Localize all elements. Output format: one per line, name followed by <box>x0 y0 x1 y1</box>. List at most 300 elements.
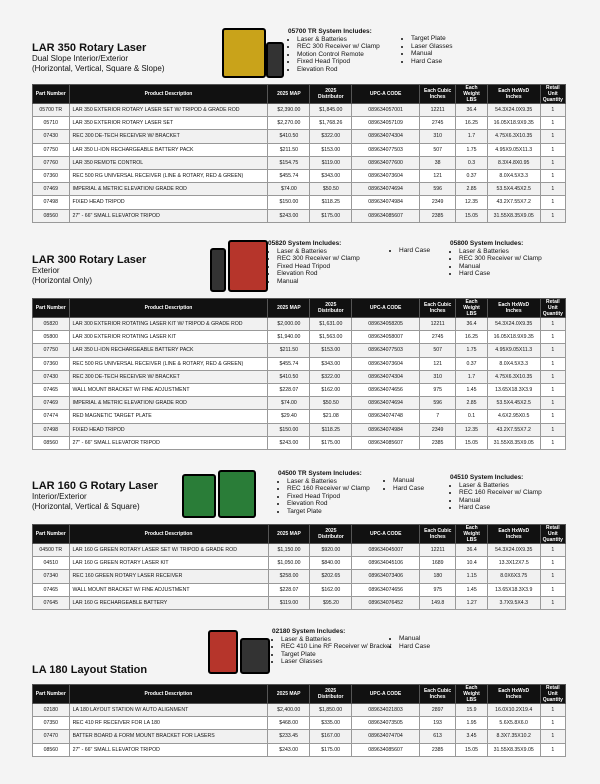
table-row <box>33 370 566 383</box>
table-cell: $920.00 <box>310 544 352 557</box>
table-cell: 1 <box>540 436 565 449</box>
table-row <box>33 436 566 449</box>
include-item: • Laser & Batteries <box>277 248 360 256</box>
includes-list <box>272 636 392 666</box>
column-header: 2025 MAP <box>268 685 310 704</box>
table-cell: REC 160 GREEN ROTARY LASER RECEIVER <box>69 570 268 583</box>
table-cell: $175.00 <box>310 743 352 756</box>
table-cell: 089634074656 <box>352 583 420 596</box>
table-cell: $410.50 <box>268 130 310 143</box>
table-row <box>33 704 566 717</box>
table-row <box>33 397 566 410</box>
section-la180 <box>32 628 566 753</box>
section-title: LAR 350 Rotary Laser <box>32 42 147 54</box>
table-cell: 1 <box>540 570 565 583</box>
includes-list <box>288 36 380 74</box>
table-row <box>33 544 566 557</box>
column-header: Each HxWxD Inches <box>487 685 540 704</box>
table-cell: 089634058007 <box>352 331 420 344</box>
include-item: • Target Plate <box>281 651 392 659</box>
table-cell: $211.50 <box>268 143 310 156</box>
include-item: • Hard Case <box>399 643 430 651</box>
table-cell: 089634074656 <box>352 383 420 396</box>
table-cell: $119.00 <box>268 596 310 609</box>
includes-title: 05700 TR System Includes: <box>288 28 372 35</box>
table-cell: 8.3X7.35X10.2 <box>487 730 540 743</box>
table-cell: REC 410 RF RECEIVER FOR LA 180 <box>69 717 268 730</box>
table-cell: 1 <box>540 557 565 570</box>
table-cell: 1 <box>540 544 565 557</box>
table-cell: $1,845.00 <box>310 104 352 117</box>
table-cell: 1 <box>540 183 565 196</box>
table-cell: 089634076452 <box>352 596 420 609</box>
table-row <box>33 383 566 396</box>
table-cell: $322.00 <box>310 370 352 383</box>
column-header: 2025 Distributor <box>310 299 352 318</box>
table-cell: $258.00 <box>268 570 310 583</box>
table-cell: 31.55X8.35X9.05 <box>487 743 540 756</box>
section-title: LAR 160 G Rotary Laser <box>32 480 158 492</box>
table-cell: $119.00 <box>310 156 352 169</box>
table-row <box>33 423 566 436</box>
table-cell: $322.00 <box>310 130 352 143</box>
include-item: • Hard Case <box>399 247 430 255</box>
table-cell: 08560 <box>33 436 70 449</box>
product-table <box>32 84 566 223</box>
table-cell: 0.37 <box>456 357 487 370</box>
table-cell: 089634077503 <box>352 143 420 156</box>
table-cell: $243.00 <box>268 436 310 449</box>
table-cell: 07469 <box>33 183 70 196</box>
system-includes-2 <box>450 240 542 278</box>
table-cell: $1,150.00 <box>268 544 310 557</box>
table-cell: 089634073604 <box>352 357 420 370</box>
table-cell: LA 180 LAYOUT STATION W/ AUTO ALIGNMENT <box>69 704 268 717</box>
table-cell: 07360 <box>33 357 70 370</box>
include-item: • Fixed Head Tripod <box>297 58 380 66</box>
table-row <box>33 410 566 423</box>
table-cell: 43.2X7.55X7.2 <box>487 423 540 436</box>
table-cell: 089634085607 <box>352 743 420 756</box>
table-row <box>33 357 566 370</box>
table-cell: 10.4 <box>456 557 487 570</box>
include-item: • Laser & Batteries <box>459 248 542 256</box>
include-item: • REC 300 Receiver w/ Clamp <box>277 255 360 263</box>
table-cell: $2,390.00 <box>268 104 310 117</box>
column-header: Retail Unit Quantity <box>540 525 565 544</box>
include-item: • Elevation Rod <box>287 500 370 508</box>
table-cell: $167.00 <box>310 730 352 743</box>
includes-list <box>384 477 424 492</box>
table-cell: 089634057109 <box>352 117 420 130</box>
table-cell: 089634074694 <box>352 397 420 410</box>
table-cell: $50.50 <box>310 397 352 410</box>
system-includes <box>288 28 380 73</box>
table-cell: 310 <box>419 130 455 143</box>
column-header: Each HxWxD Inches <box>487 525 540 544</box>
system-includes-2 <box>450 474 542 512</box>
table-cell: $1,940.00 <box>268 331 310 344</box>
section-lar300 <box>32 240 566 446</box>
table-cell: 2385 <box>419 436 455 449</box>
include-item: • Manual <box>277 278 360 286</box>
table-cell: $153.00 <box>310 344 352 357</box>
column-header: 2025 Distributor <box>310 85 352 104</box>
table-header-row <box>33 525 566 544</box>
table-cell: 16.0X10.2X19.4 <box>487 704 540 717</box>
include-item: • REC 410 Line RF Receiver w/ Bracket <box>281 643 392 651</box>
table-cell: 08560 <box>33 743 70 756</box>
table-header-row <box>33 685 566 704</box>
include-item: • REC 160 Receiver w/ Clamp <box>459 489 542 497</box>
column-header: Each Cubic Inches <box>420 525 456 544</box>
table-cell: 8.3X4.8X0.95 <box>487 156 540 169</box>
includes-list <box>268 248 360 286</box>
column-header: Product Description <box>69 685 268 704</box>
table-cell: 07360 <box>33 169 70 182</box>
includes-list <box>450 248 542 278</box>
table-cell: 193 <box>419 717 455 730</box>
section-title: LA 180 Layout Station <box>32 664 148 676</box>
table-cell: $162.00 <box>310 583 352 596</box>
table-cell: $175.00 <box>310 436 352 449</box>
table-cell: REC 300 DE-TECH RECEIVER W/ BRACKET <box>69 130 268 143</box>
table-cell: 2.85 <box>456 397 487 410</box>
include-item: • Motion Control Remote <box>297 51 380 59</box>
table-cell: 149.8 <box>420 596 456 609</box>
table-cell: 7 <box>419 410 455 423</box>
table-row <box>33 557 566 570</box>
table-cell: IMPERIAL & METRIC ELEVATION/ GRADE ROD <box>69 183 268 196</box>
table-cell: 2349 <box>419 196 455 209</box>
section-subtitle: Interior/Exterior <box>32 492 87 501</box>
table-cell: LAR 300 EXTERIOR ROTATING LASER KIT <box>69 331 268 344</box>
table-cell: $1,850.00 <box>310 704 352 717</box>
table-cell: 121 <box>419 357 455 370</box>
table-cell: 1 <box>540 397 565 410</box>
lar160g-case-image <box>182 474 216 518</box>
table-cell: WALL MOUNT BRACKET W/ FINE ADJUSTMENT <box>69 583 268 596</box>
receiver-image <box>210 248 226 292</box>
system-includes <box>268 240 360 285</box>
column-header: UPC-A CODE <box>352 299 420 318</box>
include-item: • Manual <box>393 477 424 485</box>
table-cell: 1 <box>540 743 565 756</box>
include-item: • Fixed Head Tripod <box>287 493 370 501</box>
table-cell: 27" - 66" SMALL ELEVATOR TRIPOD <box>69 436 268 449</box>
table-cell: 07750 <box>33 344 70 357</box>
includes-list <box>390 635 430 650</box>
table-cell: $211.50 <box>268 344 310 357</box>
table-cell: 089634077600 <box>352 156 420 169</box>
lar160g-laser-image <box>218 470 256 518</box>
table-cell: 05820 <box>33 318 70 331</box>
section-subtitle: Dual Slope Interior/Exterior <box>32 54 129 63</box>
table-row <box>33 583 566 596</box>
table-cell: 1.7 <box>456 130 487 143</box>
table-cell: $468.00 <box>268 717 310 730</box>
table-cell: 310 <box>419 370 455 383</box>
table-cell: 1 <box>540 318 565 331</box>
table-cell: 07760 <box>33 156 70 169</box>
table-cell: REC 300 DE-TECH RECEIVER W/ BRACKET <box>69 370 268 383</box>
column-header: Each Weight LBS <box>456 685 487 704</box>
table-cell: 13.3X12X7.5 <box>487 557 540 570</box>
table-header-row <box>33 85 566 104</box>
table-cell: $150.00 <box>268 196 310 209</box>
table-cell: 1.45 <box>456 583 487 596</box>
table-cell: 07469 <box>33 397 70 410</box>
table-cell: 36.4 <box>456 544 487 557</box>
table-cell: 04500 TR <box>33 544 70 557</box>
table-cell: $233.45 <box>268 730 310 743</box>
table-cell: 13.65X18.3X3.9 <box>487 383 540 396</box>
table-cell: 089634057001 <box>352 104 420 117</box>
include-item: • Hard Case <box>411 58 453 66</box>
lar350-laser-image <box>222 28 266 78</box>
table-cell: BATTER BOARD & FORM MOUNT BRACKET FOR LASERS <box>69 730 268 743</box>
table-cell: LAR 300 EXTERIOR ROTATING LASER KIT W/ TRIPOD & GRADE ROD <box>69 318 268 331</box>
table-cell: 31.55X8.35X9.05 <box>487 436 540 449</box>
section-lar350 <box>32 28 566 219</box>
table-cell: 121 <box>419 169 455 182</box>
table-cell: 07430 <box>33 130 70 143</box>
table-cell: 53.5X4.45X2.5 <box>487 183 540 196</box>
product-table <box>32 524 566 610</box>
table-cell: 07645 <box>33 596 70 609</box>
section-title: LAR 300 Rotary Laser <box>32 254 147 266</box>
table-cell: LAR 350 REMOTE CONTROL <box>69 156 268 169</box>
table-cell: 1.75 <box>456 344 487 357</box>
column-header: Each Weight LBS <box>456 299 487 318</box>
table-cell: 07474 <box>33 410 70 423</box>
table-cell: 2897 <box>419 704 455 717</box>
table-cell: 089634085607 <box>352 436 420 449</box>
column-header: Product Description <box>69 299 268 318</box>
table-cell: REC 500 RG UNIVERSAL RECEIVER (LINE & ROTARY, RED & GREEN) <box>69 169 268 182</box>
table-cell: $455.74 <box>268 357 310 370</box>
column-header: 2025 MAP <box>268 85 310 104</box>
table-cell: 08560 <box>33 209 70 222</box>
table-cell: 1 <box>540 370 565 383</box>
table-cell: $455.74 <box>268 169 310 182</box>
table-cell: 089634073505 <box>352 717 420 730</box>
include-item: • Laser & Batteries <box>287 478 370 486</box>
table-cell: 54.3X24.0X9.35 <box>487 104 540 117</box>
table-cell: 4.95X9.05X11.3 <box>487 344 540 357</box>
table-cell: 1 <box>540 117 565 130</box>
table-cell: 05700 TR <box>33 104 70 117</box>
table-cell: 1 <box>540 196 565 209</box>
table-cell: $228.07 <box>268 383 310 396</box>
product-table <box>32 684 566 757</box>
table-cell: 1 <box>540 331 565 344</box>
table-cell: 089634058205 <box>352 318 420 331</box>
include-item: • Target Plate <box>287 508 370 516</box>
table-cell: LAR 350 EXTERIOR ROTARY LASER SET W/ TRIPOD & GRADE ROD <box>69 104 268 117</box>
table-cell: 507 <box>419 344 455 357</box>
table-cell: 05710 <box>33 117 70 130</box>
table-cell: 089634074694 <box>352 183 420 196</box>
table-cell: $840.00 <box>310 557 352 570</box>
table-cell: 15.05 <box>456 209 487 222</box>
system-includes-extra <box>402 35 453 65</box>
table-row <box>33 570 566 583</box>
system-includes-extra <box>390 635 430 650</box>
include-item: • Manual <box>459 263 542 271</box>
table-cell: 07465 <box>33 583 70 596</box>
table-cell: $118.25 <box>310 423 352 436</box>
table-cell: 02180 <box>33 704 70 717</box>
table-cell: $1,631.00 <box>310 318 352 331</box>
include-item: • Hard Case <box>459 504 542 512</box>
table-cell: $1,768.26 <box>310 117 352 130</box>
table-cell: 1 <box>540 410 565 423</box>
table-cell: 15.05 <box>456 436 487 449</box>
table-cell: 2.85 <box>456 183 487 196</box>
system-includes <box>272 628 392 666</box>
table-cell: $243.00 <box>268 209 310 222</box>
table-cell: 16.25 <box>456 117 487 130</box>
column-header: Each HxWxD Inches <box>487 85 540 104</box>
table-cell: $21.08 <box>310 410 352 423</box>
table-cell: 180 <box>420 570 456 583</box>
section-subtitle: Exterior <box>32 266 60 275</box>
column-header: Retail Unit Quantity <box>540 85 565 104</box>
table-cell: $202.65 <box>310 570 352 583</box>
table-cell: 089634077503 <box>352 344 420 357</box>
column-header: 2025 Distributor <box>310 525 352 544</box>
la180-laser-image <box>208 630 238 674</box>
includes-title: 04500 TR System Includes: <box>278 470 362 477</box>
table-cell: 54.3X24.0X9.35 <box>487 544 540 557</box>
includes-list <box>278 478 370 516</box>
table-cell: 1 <box>540 583 565 596</box>
column-header: Product Description <box>69 525 268 544</box>
table-row <box>33 318 566 331</box>
includes-title: 05800 System Includes: <box>450 240 524 247</box>
table-cell: $118.25 <box>310 196 352 209</box>
table-cell: $228.07 <box>268 583 310 596</box>
table-cell: 3.7X9.5X4.3 <box>487 596 540 609</box>
include-item: • Elevation Rod <box>277 270 360 278</box>
table-row <box>33 344 566 357</box>
table-cell: $335.00 <box>310 717 352 730</box>
table-row <box>33 169 566 182</box>
table-cell: 07340 <box>33 570 70 583</box>
table-cell: 1.7 <box>456 370 487 383</box>
table-cell: LAR 350 LI-ION RECHARGEABLE BATTERY PACK <box>69 344 268 357</box>
column-header: Part Number <box>33 85 70 104</box>
table-cell: 596 <box>419 397 455 410</box>
column-header: Each Cubic Inches <box>419 685 455 704</box>
table-row <box>33 743 566 756</box>
table-cell: 15.05 <box>456 743 487 756</box>
product-table <box>32 298 566 450</box>
table-cell: 596 <box>419 183 455 196</box>
table-cell: 1 <box>540 209 565 222</box>
system-includes <box>278 470 370 515</box>
table-cell: $243.00 <box>268 743 310 756</box>
table-cell: 43.2X7.55X7.2 <box>487 196 540 209</box>
include-item: • Hard Case <box>459 270 542 278</box>
table-cell: 53.5X4.45X2.5 <box>487 397 540 410</box>
table-cell: 089634045106 <box>352 557 420 570</box>
table-cell: 07350 <box>33 717 70 730</box>
table-cell: 13.65X18.3X3.9 <box>487 583 540 596</box>
table-cell: 4.75X6.3X10.35 <box>487 130 540 143</box>
table-cell: LAR 160 G GREEN ROTARY LASER SET W/ TRIPOD & GRADE ROD <box>69 544 268 557</box>
column-header: 2025 MAP <box>268 299 310 318</box>
includes-list <box>390 247 430 255</box>
table-cell: LAR 160 G RECHARGEABLE BATTERY <box>69 596 268 609</box>
table-cell: 089634074304 <box>352 130 420 143</box>
table-cell: LAR 160 G GREEN ROTARY LASER KIT <box>69 557 268 570</box>
table-cell: 16.05X18.9X9.35 <box>487 117 540 130</box>
table-row <box>33 209 566 222</box>
table-cell: 07465 <box>33 383 70 396</box>
include-item: • Laser & Batteries <box>459 482 542 490</box>
table-cell: $2,270.00 <box>268 117 310 130</box>
table-cell: $29.40 <box>268 410 310 423</box>
table-cell: 1 <box>540 130 565 143</box>
table-cell: IMPERIAL & METRIC ELEVATION/ GRADE ROD <box>69 397 268 410</box>
include-item: • Hard Case <box>393 485 424 493</box>
section-subtitle-2: (Horizontal Only) <box>32 276 93 285</box>
table-cell: 8.0X4.5X3.3 <box>487 357 540 370</box>
lar300-laser-image <box>228 240 268 292</box>
table-cell: 07498 <box>33 423 70 436</box>
table-cell: 12.35 <box>456 196 487 209</box>
table-cell: 27" - 66" SMALL ELEVATOR TRIPOD <box>69 209 268 222</box>
table-cell: 1 <box>540 104 565 117</box>
table-cell: 089634073406 <box>352 570 420 583</box>
table-cell: $1,563.00 <box>310 331 352 344</box>
includes-title: 02180 System Includes: <box>272 628 346 635</box>
table-cell: 089634085607 <box>352 209 420 222</box>
table-cell: 089634074748 <box>352 410 420 423</box>
table-cell: FIXED HEAD TRIPOD <box>69 423 268 436</box>
include-item: • Manual <box>411 50 453 58</box>
include-item: • Laser & Batteries <box>297 36 380 44</box>
table-cell: 15.9 <box>456 704 487 717</box>
table-cell: RED MAGNETIC TARGET PLATE <box>69 410 268 423</box>
include-item: • Laser Glasses <box>281 658 392 666</box>
table-cell: $343.00 <box>310 357 352 370</box>
table-cell: 8.0X6X3.75 <box>487 570 540 583</box>
include-item: • REC 300 Receiver w/ Clamp <box>459 255 542 263</box>
receiver-image <box>266 42 284 78</box>
table-cell: 07470 <box>33 730 70 743</box>
table-cell: 27" - 66" SMALL ELEVATOR TRIPOD <box>69 743 268 756</box>
table-cell: $2,000.00 <box>268 318 310 331</box>
column-header: Each Weight LBS <box>456 525 487 544</box>
table-cell: 1 <box>540 730 565 743</box>
table-cell: FIXED HEAD TRIPOD <box>69 196 268 209</box>
include-item: • Elevation Rod <box>297 66 380 74</box>
table-cell: 089634074984 <box>352 196 420 209</box>
include-item: • Laser Glasses <box>411 43 453 51</box>
table-cell: 4.6X2.95X0.5 <box>487 410 540 423</box>
table-cell: $162.00 <box>310 383 352 396</box>
table-cell: 31.55X8.35X9.05 <box>487 209 540 222</box>
table-cell: 1.27 <box>456 596 487 609</box>
table-cell: 12211 <box>419 104 455 117</box>
column-header: Part Number <box>33 685 70 704</box>
table-cell: WALL MOUNT BRACKET W/ FINE ADJUSTMENT <box>69 383 268 396</box>
table-cell: 507 <box>419 143 455 156</box>
table-cell: 1689 <box>420 557 456 570</box>
